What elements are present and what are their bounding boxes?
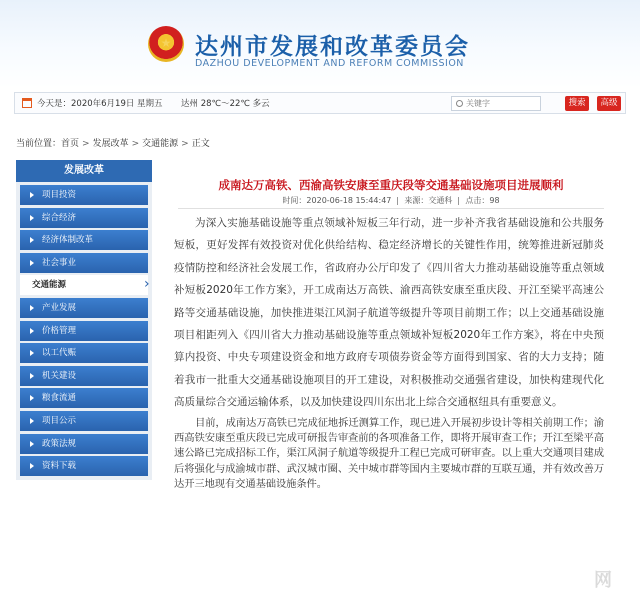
sidebar-item-economic-reform[interactable] <box>20 230 148 250</box>
sidebar-item-organ-building[interactable] <box>20 366 148 386</box>
sidebar-item-label: 项目公示 <box>42 415 77 426</box>
sidebar-item-label: 以工代赈 <box>42 348 77 359</box>
sidebar-item-project-notice[interactable] <box>20 411 148 431</box>
sidebar-item-work-relief[interactable] <box>20 343 148 363</box>
sidebar-item-label: 交通能源 <box>32 280 67 291</box>
article-paragraph: 目前，成南达万高铁已完成征地拆迁测算工作，现已进入开展初步设计等相关前期工作；渝西高铁安康至重庆段已完成可研报告审查前的各项准备工作，即将开展审查工作；开江至梁平高速公路已完成招标工作，渠江风洞子航道等级提升工程已完成可研审查。以上重大交通项目建成后将强化与成渝城市群、武汉城市圈、关中城市群等国内主要城市群的互联互通，并有效改善万达开三地现有交通基础设施条件。 <box>174 416 604 490</box>
sidebar-item-label: 政策法规 <box>42 438 77 449</box>
sidebar-item-label: 粮食流通 <box>42 393 77 404</box>
arrow-right-icon <box>30 215 34 221</box>
meta-divider <box>458 197 459 205</box>
sidebar <box>16 160 152 480</box>
title-divider <box>178 208 604 209</box>
sidebar-item-industry-development[interactable] <box>20 298 148 318</box>
sidebar-item-price-management[interactable] <box>20 321 148 341</box>
sidebar-item-label: 资料下载 <box>42 461 77 472</box>
breadcrumb <box>16 136 210 149</box>
breadcrumb-item-development[interactable]: 发展改革 <box>92 139 129 149</box>
sidebar-item-label: 机关建设 <box>42 370 77 381</box>
article-title: 成南达万高铁、西渝高铁安康至重庆段等交通基础设施项目进展顺利 <box>218 178 564 192</box>
breadcrumb-prefix: 当前位置： <box>16 139 62 149</box>
breadcrumb-item-transport[interactable]: 交通能源 <box>142 139 179 149</box>
sidebar-title: 发展改革 <box>16 160 152 182</box>
search-input[interactable] <box>466 97 540 110</box>
sidebar-item-label: 社会事业 <box>42 257 77 268</box>
arrow-right-icon <box>30 463 34 469</box>
arrow-right-icon <box>30 441 34 447</box>
advanced-search-button[interactable]: 高级 <box>597 96 621 111</box>
breadcrumb-separator: > <box>131 139 140 149</box>
arrow-right-icon <box>30 373 34 379</box>
arrow-right-icon <box>30 328 34 334</box>
article-content <box>158 160 624 589</box>
national-emblem-icon: ★ <box>148 26 184 62</box>
date-text: 今天是：2020年6月19日 星期五 <box>37 99 163 109</box>
arrow-right-icon <box>30 192 34 198</box>
sidebar-item-transport-energy[interactable] <box>20 275 148 295</box>
info-bar <box>14 92 626 114</box>
arrow-right-icon <box>30 305 34 311</box>
site-header <box>0 0 640 88</box>
sidebar-item-label: 经济体制改革 <box>42 235 94 246</box>
sidebar-item-comprehensive-economy[interactable] <box>20 208 148 228</box>
sidebar-item-label: 产业发展 <box>42 302 77 313</box>
sidebar-item-grain-circulation[interactable] <box>20 388 148 408</box>
breadcrumb-separator: > <box>181 139 189 149</box>
sidebar-item-label: 综合经济 <box>42 212 77 223</box>
breadcrumb-item-home[interactable]: 首页 <box>61 139 80 149</box>
site-subtitle: DAZHOU DEVELOPMENT AND REFORM COMMISSION <box>195 58 464 69</box>
arrow-right-icon <box>30 350 34 356</box>
sidebar-item-project-investment[interactable] <box>20 185 148 205</box>
article-time: 时间：2020-06-18 15:44:47 <box>282 196 392 205</box>
sidebar-item-downloads[interactable] <box>20 456 148 476</box>
article-body <box>174 212 604 492</box>
search-button[interactable]: 搜索 <box>565 96 589 111</box>
sidebar-item-label: 项目投资 <box>42 190 77 200</box>
watermark-text: 网 <box>594 570 612 589</box>
article-meta <box>158 195 624 206</box>
breadcrumb-separator: > <box>82 139 90 149</box>
breadcrumb-item-current: 正文 <box>191 139 210 149</box>
sidebar-item-policies[interactable] <box>20 434 148 454</box>
calendar-icon <box>22 98 32 108</box>
sidebar-item-label: 价格管理 <box>42 325 77 336</box>
article-paragraph: 为深入实施基础设施等重点领域补短板三年行动，进一步补齐我省基础设施和公共服务短板，更好发挥有效投资对优化供给结构、稳定经济增长的关键性作用，统筹推进新冠肺炎疫情防控和经济社会发展工作，省政府办公厅印发了《四川省大力推动基础设施等重点领域补短板2020年工作方案》，开工成南达万高铁、渝西高铁安康至重庆段、开江至梁平高速公路等交通基础设施，加快推进渠江风洞子航道等级提升等项目前期工作；以上交通基础设施项目相距列入《四川省大力推动基础设施等重点领域补短板2020年工作方案》，将在中央预算内投资、中央专项建设资金和地方政府专项债券资金等方面得到国家、省的大力支持；随着我市一批重大交通基础设施项目的开工建设，对积极推动交通强省建设，加快构建现代化高质量综合交通运输体系，以及加快建设四川东出北上综合交通枢纽具有重要意义。 <box>174 217 604 409</box>
search-box[interactable] <box>451 96 541 111</box>
search-icon <box>456 100 463 107</box>
chevron-right-icon: › <box>144 276 150 292</box>
weather-text: 达州 28℃～22℃ 多云 <box>181 99 270 109</box>
sidebar-item-social-affairs[interactable] <box>20 253 148 273</box>
meta-divider <box>397 197 398 205</box>
arrow-right-icon <box>30 395 34 401</box>
article-views: 点击：98 <box>465 196 500 205</box>
arrow-right-icon <box>30 260 34 266</box>
site-title[interactable]: 达州市发展和改革委员会 <box>195 34 470 60</box>
arrow-right-icon <box>30 418 34 424</box>
arrow-right-icon <box>30 237 34 243</box>
sidebar-list <box>16 182 152 476</box>
article-source: 来源：交通科 <box>404 196 453 205</box>
